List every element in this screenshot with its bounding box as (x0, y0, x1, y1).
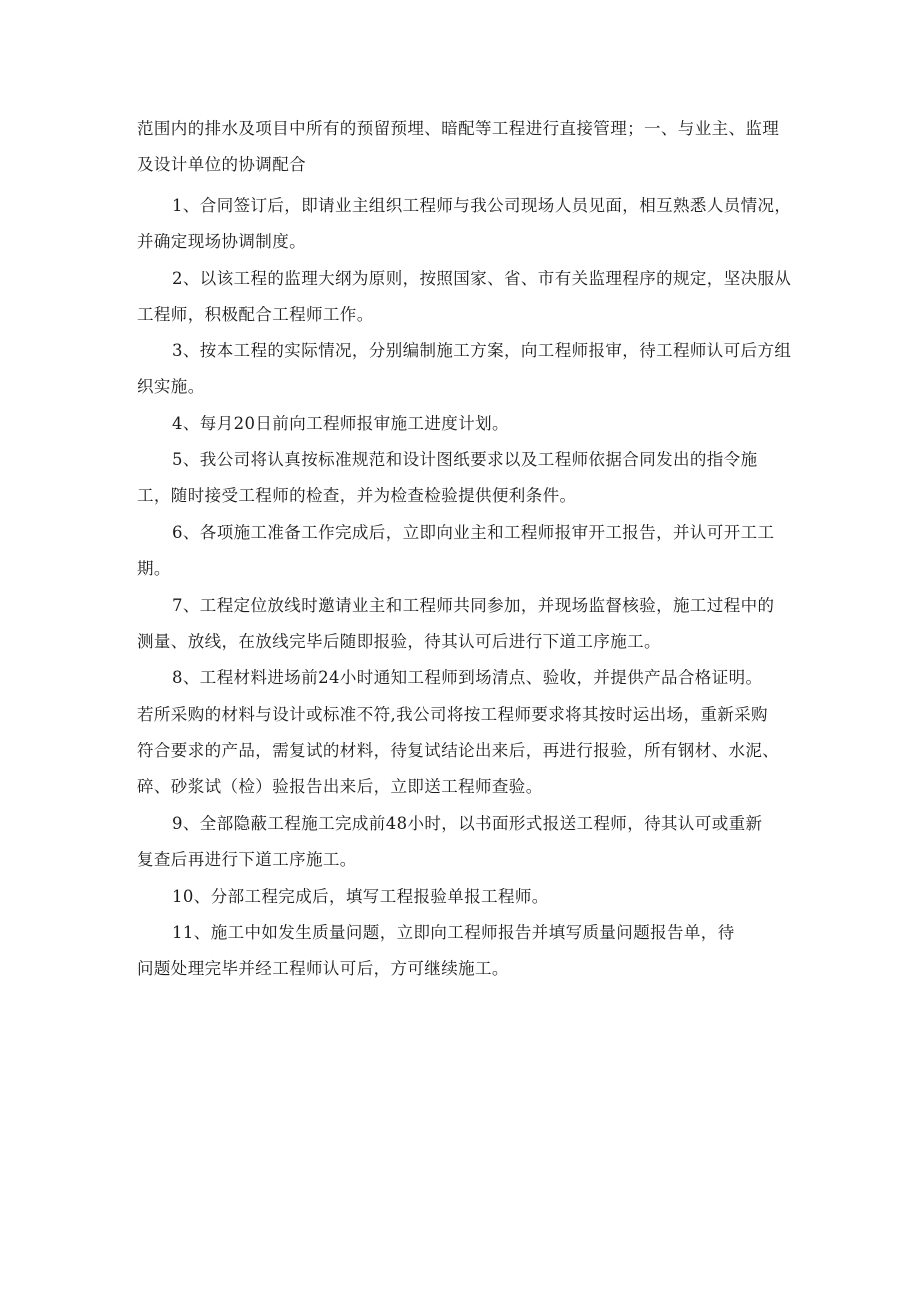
paragraph-10: 10、分部工程完成后，填写工程报验单报工程师。 (172, 887, 549, 906)
text-line: 工，随时接受工程师的检查，并为检查检验提供便利条件。 (137, 486, 577, 505)
text-line: 及设计单位的协调配合 (137, 155, 306, 174)
paragraph-9-start: 9、全部隐蔽工程施工完成前48小时，以书面形式报送工程师，待其认可或重新 (172, 814, 763, 833)
text-line: 织实施。 (137, 377, 205, 396)
paragraph-5-start: 5、我公司将认真按标准规范和设计图纸要求以及工程师依据合同发出的指令施 (172, 450, 758, 469)
text-line: 测量、放线，在放线完毕后随即报验，待其认可后进行下道工序施工。 (137, 632, 661, 651)
text-line: 复查后再进行下道工序施工。 (137, 850, 357, 869)
text-line: 范围内的排水及项目中所有的预留预埋、暗配等工程进行直接管理；一、与业主、监理 (137, 119, 780, 138)
paragraph-3-start: 3、按本工程的实际情况，分别编制施工方案，向工程师报审，待工程师认可后方组 (172, 341, 792, 360)
text-line: 期。 (137, 559, 171, 578)
paragraph-4: 4、每月20日前向工程师报审施工进度计划。 (172, 414, 509, 433)
paragraph-11-start: 11、施工中如发生质量问题，立即向工程师报告并填写质量问题报告单，待 (172, 923, 735, 942)
paragraph-1-start: 1、合同签订后，即请业主组织工程师与我公司现场人员见面，相互熟悉人员情况， (172, 196, 792, 215)
paragraph-6-start: 6、各项施工准备工作完成后，立即向业主和工程师报审开工报告，并认可开工工 (172, 523, 775, 542)
text-line: 符合要求的产品，需复试的材料，待复试结论出来后，再进行报验，所有钢材、水泥、 (137, 741, 780, 760)
text-line: 若所采购的材料与设计或标准不符,我公司将按工程师要求将其按时运出场，重新采购 (137, 705, 768, 724)
text-line: 碎、砂浆试（检）验报告出来后，立即送工程师查验。 (137, 777, 543, 796)
text-line: 问题处理完毕并经工程师认可后，方可继续施工。 (137, 959, 509, 978)
paragraph-7-start: 7、工程定位放线时邀请业主和工程师共同参加，并现场监督核验，施工过程中的 (172, 596, 775, 615)
text-line: 并确定现场协调制度。 (137, 232, 306, 251)
paragraph-2-start: 2、以该工程的监理大纲为原则，按照国家、省、市有关监理程序的规定，坚决服从 (172, 269, 792, 288)
text-line: 工程师，积极配合工程师工作。 (137, 305, 374, 324)
paragraph-8-start: 8、工程材料进场前24小时通知工程师到场清点、验收，并提供产品合格证明。 (172, 668, 763, 687)
